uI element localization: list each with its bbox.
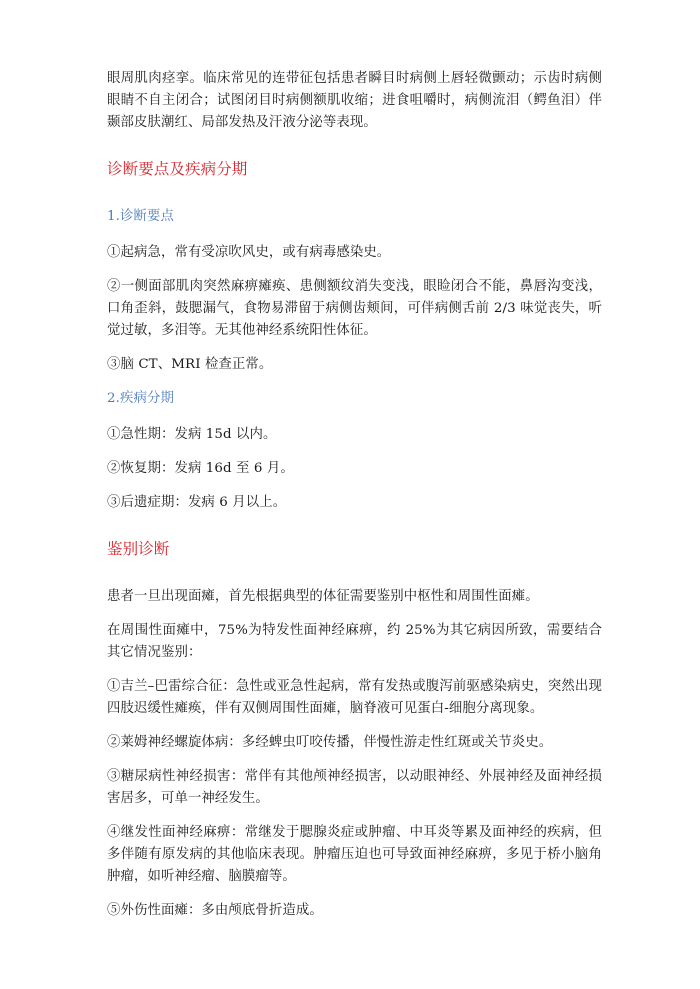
diagnosis-point-2: ②一侧面部肌肉突然麻痹瘫痪、患侧额纹消失变浅，眼睑闭合不能，鼻唇沟变浅，口角歪斜，鼓腮漏气，食物易滞留于病侧齿颊间，可伴病侧舌前 2/3 味觉丧失，听觉过敏，多泪等。无其他神经系统阳性体征。	[107, 279, 602, 338]
differential-item-5: ⑤外伤性面瘫：多由颅底骨折造成。	[107, 903, 323, 918]
stage-recovery: ②恢复期：发病 16d 至 6 月。	[107, 461, 294, 476]
section-heading-differential: 鉴别诊断	[107, 540, 170, 558]
subheading-disease-stages: 2.疾病分期	[107, 391, 174, 406]
section-heading-diagnosis: 诊断要点及疾病分期	[107, 160, 248, 178]
intro-paragraph: 眼周肌肉痉挛。临床常见的连带征包括患者瞬目时病侧上唇轻微颤动；示齿时病侧眼睛不自主闭合；试图闭目时病侧额肌收缩；进食咀嚼时，病侧流泪（鳄鱼泪）伴颞部皮肤潮红、局部发热及汗液分泌等表现。	[107, 71, 602, 130]
differential-item-4: ④继发性面神经麻痹：常继发于腮腺炎症或肿瘤、中耳炎等累及面神经的疾病，但多伴随有原发病的其他临床表现。肿瘤压迫也可导致面神经麻痹，多见于桥小脑角肿瘤，如听神经瘤、脑膜瘤等。	[107, 825, 602, 884]
subheading-diagnosis-points: 1.诊断要点	[107, 209, 174, 224]
differential-item-3: ③糖尿病性神经损害：常伴有其他颅神经损害，以动眼神经、外展神经及面神经损害居多，可单一神经发生。	[107, 769, 602, 806]
differential-item-1: ①吉兰–巴雷综合征：急性或亚急性起病，常有发热或腹泻前驱感染病史，突然出现四肢迟缓性瘫痪，伴有双侧周围性面瘫，脑脊液可见蛋白-细胞分离现象。	[107, 679, 602, 716]
stage-acute: ①急性期：发病 15d 以内。	[107, 427, 277, 442]
differential-item-2: ②莱姆神经螺旋体病：多经蜱虫叮咬传播，伴慢性游走性红斑或关节炎史。	[107, 735, 553, 750]
document-page	[107, 68, 602, 934]
differential-paragraph: 在周围性面瘫中，75%为特发性面神经麻痹，约 25%为其它病因所致，需要结合其它情况鉴别：	[107, 623, 602, 660]
differential-paragraph: 患者一旦出现面瘫，首先根据典型的体征需要鉴别中枢性和周围性面瘫。	[107, 589, 539, 604]
diagnosis-point-1: ①起病急，常有受凉吹风史，或有病毒感染史。	[107, 245, 391, 260]
stage-sequelae: ③后遗症期：发病 6 月以上。	[107, 495, 287, 510]
diagnosis-point-3: ③脑 CT、MRI 检查正常。	[107, 357, 273, 372]
